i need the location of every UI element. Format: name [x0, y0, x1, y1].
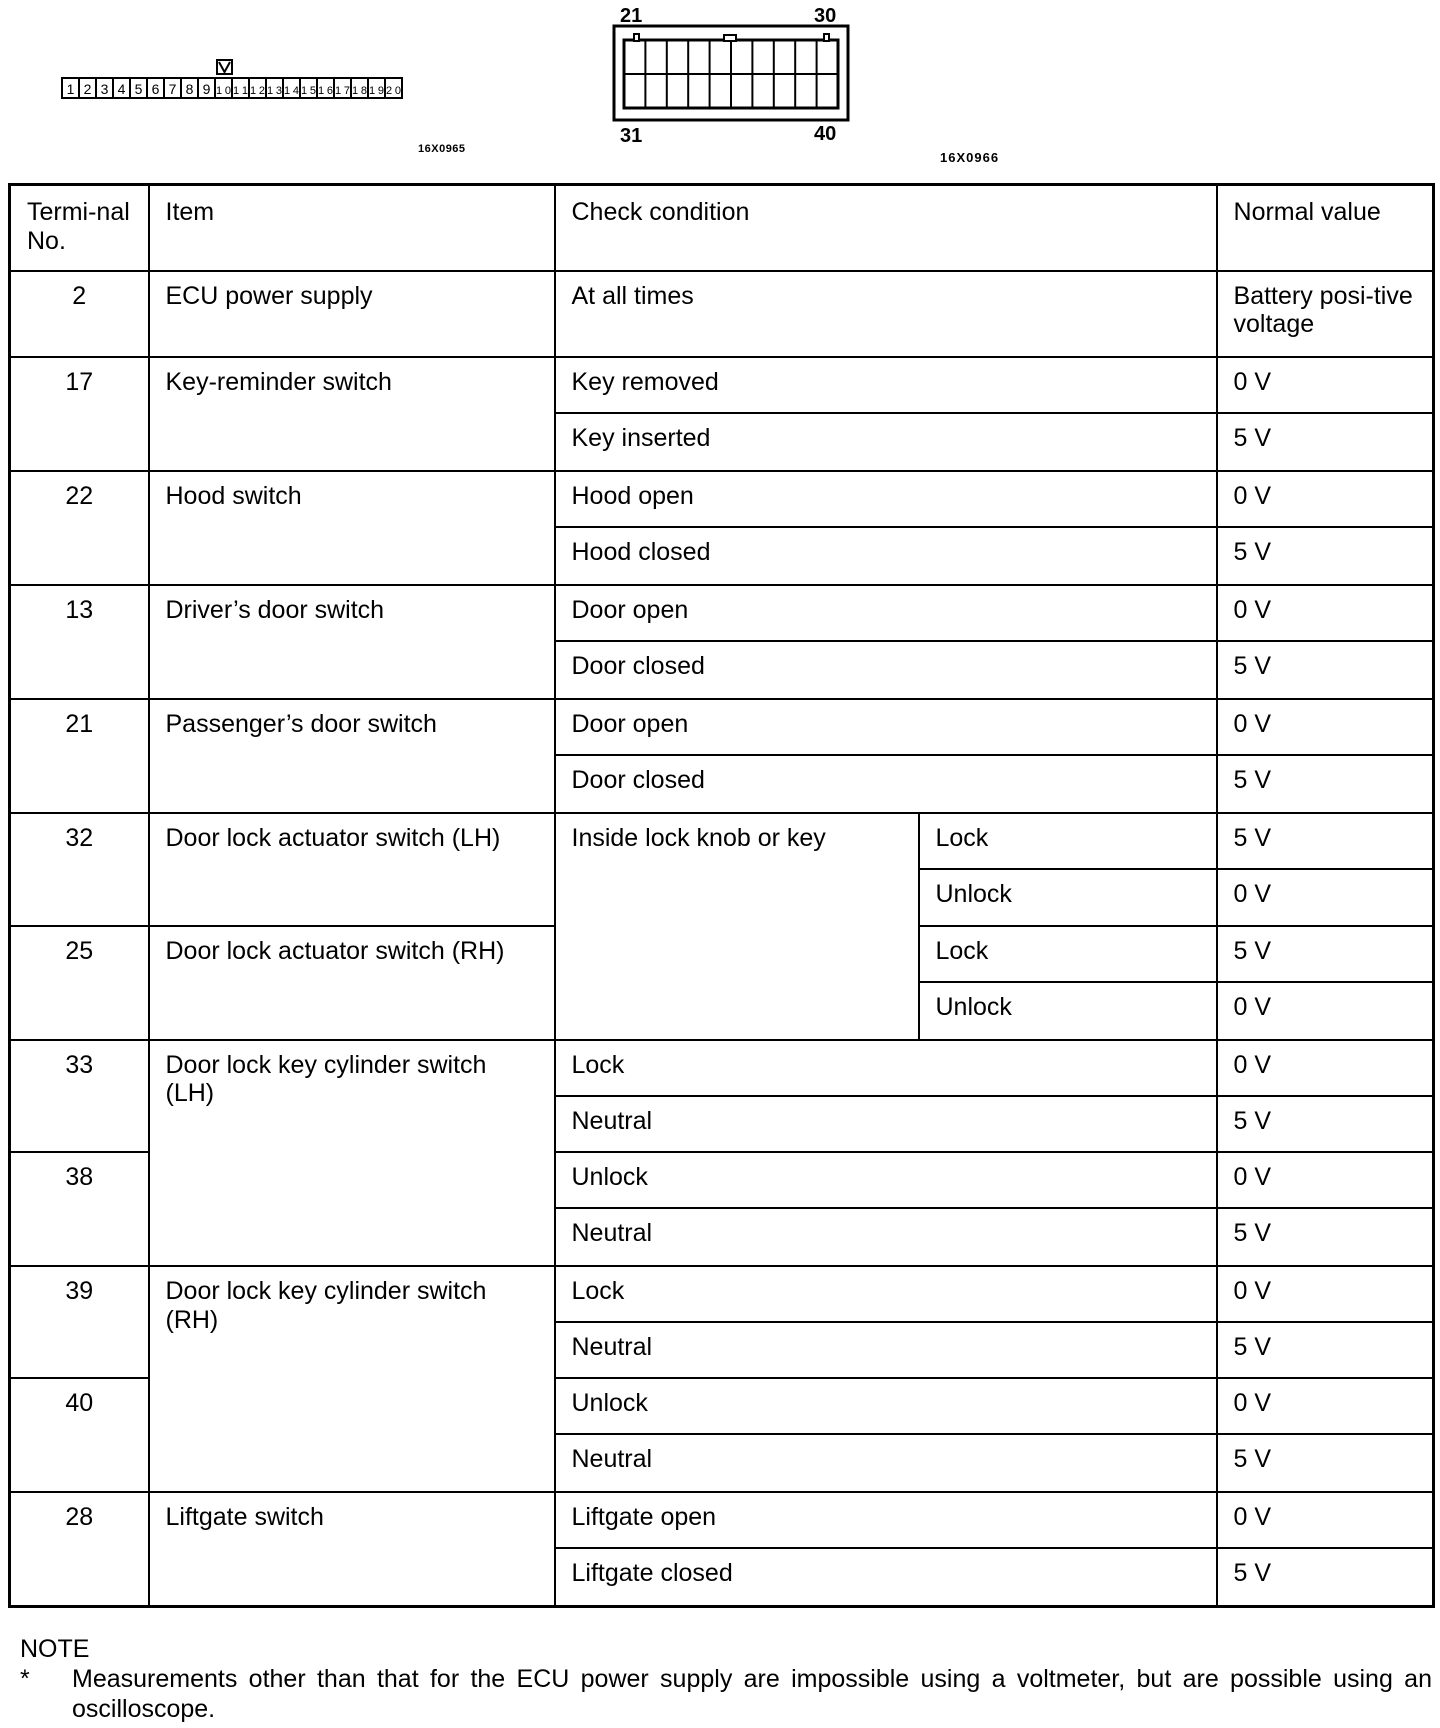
connector-1-diagram	[60, 58, 440, 103]
normal-value: 5 V	[1217, 755, 1434, 813]
table-row	[10, 813, 1434, 869]
check-condition: Inside lock knob or key	[555, 813, 919, 1039]
connector-1-pin-label: 5	[134, 81, 143, 97]
check-condition: Lock	[555, 1266, 1217, 1322]
normal-value: 5 V	[1217, 1208, 1434, 1266]
normal-value: 0 V	[1217, 869, 1434, 925]
terminal-no: 28	[10, 1492, 149, 1606]
check-condition: Unlock	[555, 1378, 1217, 1434]
terminal-no: 22	[10, 471, 149, 585]
terminal-no: 21	[10, 699, 149, 813]
connector-1-pin-label: 20	[386, 85, 401, 97]
connector-1-pin-label: 12	[250, 85, 265, 97]
terminal-no: 40	[10, 1378, 149, 1492]
connector-1-pin-label: 16	[318, 85, 333, 97]
terminal-no: 13	[10, 585, 149, 699]
header-check-condition: Check condition	[555, 185, 1217, 271]
connector-1-pin-label: 7	[168, 81, 177, 97]
check-condition: Neutral	[555, 1096, 1217, 1152]
check-condition: Neutral	[555, 1434, 1217, 1492]
connector-1-pin-label: 15	[301, 85, 316, 97]
check-subcondition: Unlock	[919, 869, 1217, 925]
connector-2-code: 16X0966	[940, 150, 1000, 165]
connector-1-code: 16X0965	[418, 143, 466, 155]
item-name: Key-reminder switch	[149, 357, 555, 471]
check-subcondition: Unlock	[919, 982, 1217, 1040]
normal-value: 5 V	[1217, 1096, 1434, 1152]
note-line	[20, 1664, 1432, 1724]
connector-1-pin-label: 10	[216, 85, 231, 97]
check-condition: Unlock	[555, 1152, 1217, 1208]
connector-2-label-bottom-left: 31	[620, 125, 643, 147]
check-condition: Key removed	[555, 357, 1217, 413]
normal-value: 0 V	[1217, 1152, 1434, 1208]
check-condition: Door closed	[555, 755, 1217, 813]
normal-value: 0 V	[1217, 585, 1434, 641]
normal-value: 0 V	[1217, 1040, 1434, 1096]
check-subcondition: Lock	[919, 813, 1217, 869]
header-item: Item	[149, 185, 555, 271]
note-text: Measurements other than that for the ECU power supply are impossible using a voltmeter, but are possible using an oscilloscope.	[72, 1665, 1432, 1723]
check-condition: Liftgate closed	[555, 1548, 1217, 1606]
terminal-no: 25	[10, 926, 149, 1040]
normal-value: 0 V	[1217, 471, 1434, 527]
terminal-check-table	[8, 183, 1435, 1608]
note-marker: *	[20, 1665, 30, 1693]
check-condition: Hood open	[555, 471, 1217, 527]
table-header-row	[10, 185, 1434, 271]
connector-1-latch-mark	[219, 62, 230, 72]
connector-2-label-bottom-right: 40	[814, 123, 837, 145]
connector-1-pin-label: 11	[233, 85, 248, 97]
connector-2-latch	[724, 35, 736, 41]
normal-value: 5 V	[1217, 413, 1434, 471]
connector-2-diagram	[612, 0, 862, 148]
check-condition: At all times	[555, 271, 1217, 357]
check-condition: Neutral	[555, 1322, 1217, 1378]
connector-1-pin-label: 9	[202, 81, 211, 97]
check-condition: Hood closed	[555, 527, 1217, 585]
check-condition: Key inserted	[555, 413, 1217, 471]
terminal-no: 2	[10, 271, 149, 357]
check-condition: Lock	[555, 1040, 1217, 1096]
item-name: Driver’s door switch	[149, 585, 555, 699]
check-condition: Door open	[555, 699, 1217, 755]
connector-1-pin-label: 6	[151, 81, 160, 97]
table-row	[10, 585, 1434, 641]
normal-value: 5 V	[1217, 1322, 1434, 1378]
table-row	[10, 1266, 1434, 1322]
table-row	[10, 1492, 1434, 1548]
normal-value: 5 V	[1217, 527, 1434, 585]
table-row	[10, 699, 1434, 755]
connector-1-pin-label: 13	[267, 85, 282, 97]
terminal-no: 32	[10, 813, 149, 925]
table-row	[10, 471, 1434, 527]
item-name: ECU power supply	[149, 271, 555, 357]
check-condition: Door closed	[555, 641, 1217, 699]
normal-value: 5 V	[1217, 641, 1434, 699]
normal-value: 5 V	[1217, 813, 1434, 869]
normal-value: 5 V	[1217, 926, 1434, 982]
item-name: Door lock actuator switch (RH)	[149, 926, 555, 1040]
normal-value: 0 V	[1217, 982, 1434, 1040]
header-normal-value: Normal value	[1217, 185, 1434, 271]
normal-value: Battery posi-tive voltage	[1217, 271, 1434, 357]
connector-2-label-top-right: 30	[814, 5, 837, 27]
item-name: Passenger’s door switch	[149, 699, 555, 813]
table-row	[10, 271, 1434, 357]
normal-value: 0 V	[1217, 1266, 1434, 1322]
table-row	[10, 357, 1434, 413]
check-subcondition: Lock	[919, 926, 1217, 982]
connector-1-pin-label: 1	[66, 81, 75, 97]
normal-value: 0 V	[1217, 1492, 1434, 1548]
normal-value: 5 V	[1217, 1548, 1434, 1606]
note-block	[20, 1634, 1432, 1724]
note-title: NOTE	[20, 1635, 90, 1663]
connector-1-pin-label: 2	[83, 81, 92, 97]
connector-2-key-right	[824, 34, 829, 41]
normal-value: 0 V	[1217, 357, 1434, 413]
item-name: Hood switch	[149, 471, 555, 585]
terminal-no: 38	[10, 1152, 149, 1266]
terminal-no: 33	[10, 1040, 149, 1152]
connector-1-pin-label: 14	[284, 85, 299, 97]
check-condition: Liftgate open	[555, 1492, 1217, 1548]
item-name: Door lock key cylinder switch (RH)	[149, 1266, 555, 1492]
normal-value: 0 V	[1217, 699, 1434, 755]
connector-2-key-left	[634, 34, 639, 41]
check-condition: Neutral	[555, 1208, 1217, 1266]
terminal-no: 17	[10, 357, 149, 471]
item-name: Liftgate switch	[149, 1492, 555, 1606]
header-terminal-no: Termi-nal No.	[10, 185, 149, 271]
normal-value: 5 V	[1217, 1434, 1434, 1492]
item-name: Door lock key cylinder switch (LH)	[149, 1040, 555, 1266]
connector-1-pin-label: 17	[335, 85, 350, 97]
connector-1-pin-label: 19	[369, 85, 384, 97]
normal-value: 0 V	[1217, 1378, 1434, 1434]
connector-1-pin-label: 3	[100, 81, 109, 97]
connector-1-pin-label: 4	[117, 81, 126, 97]
connector-1-pin-label: 18	[352, 85, 367, 97]
check-condition: Door open	[555, 585, 1217, 641]
connector-1-pin-label: 8	[185, 81, 194, 97]
table-row	[10, 1040, 1434, 1096]
connector-2-label-top-left: 21	[620, 5, 643, 27]
terminal-no: 39	[10, 1266, 149, 1378]
item-name: Door lock actuator switch (LH)	[149, 813, 555, 925]
